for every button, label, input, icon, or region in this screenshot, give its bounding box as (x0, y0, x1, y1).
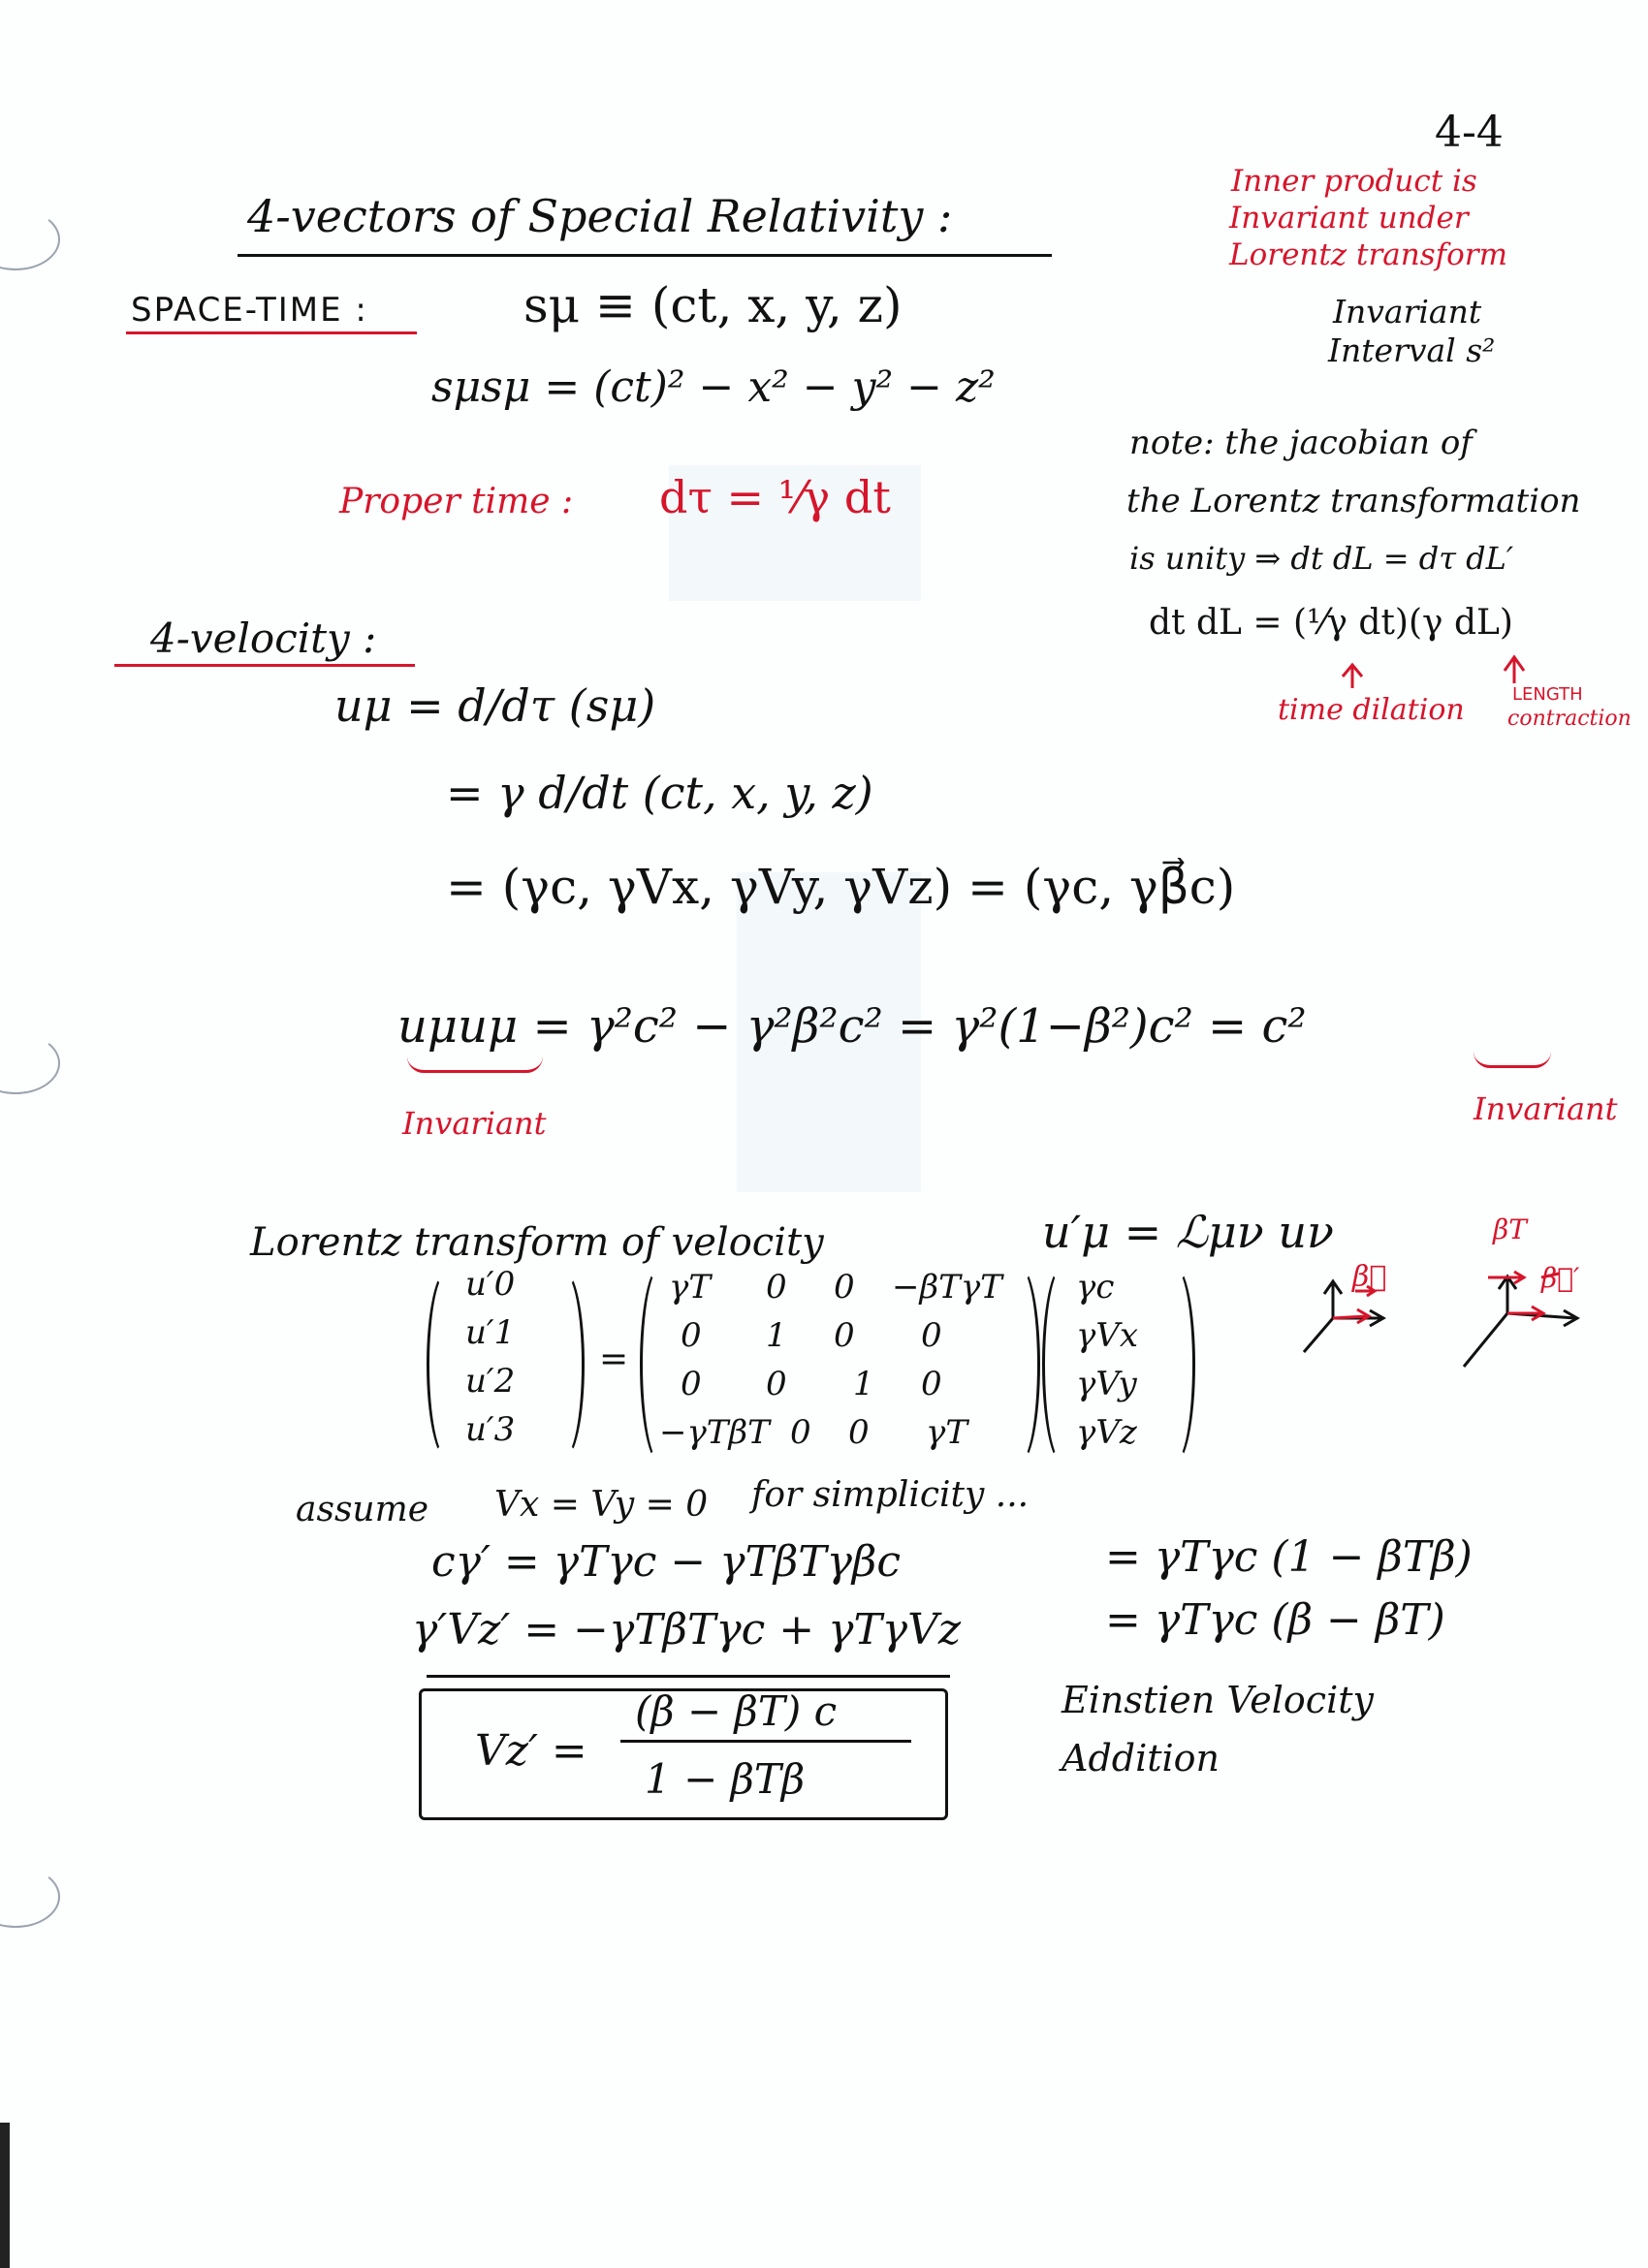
jacobian-note-1: note: the jacobian of (1129, 424, 1473, 462)
length-label: LENGTH (1512, 684, 1583, 705)
matrix-cell: 1 (853, 1365, 874, 1403)
jacobian-note-3: is unity ⇒ dt dL = dτ dL′ (1129, 540, 1514, 577)
lhs-entry: u′3 (465, 1410, 516, 1449)
rhs-entry: γVy (1076, 1365, 1137, 1403)
result-lhs: Vz′ = (475, 1726, 587, 1776)
note-inner-product-1: Inner product is (1231, 164, 1477, 199)
result-box-top (427, 1675, 950, 1678)
matrix-cell: 0 (681, 1316, 702, 1355)
matrix-cell: γT (926, 1413, 967, 1452)
jacobian-note-2: the Lorentz transformation (1126, 482, 1581, 520)
beta-label: β⃗ (1352, 1260, 1387, 1294)
velocity-line-1: uμ = d/dτ (sμ) (334, 679, 656, 732)
beta-t-label: βT (1493, 1213, 1527, 1245)
page-title: 4-vectors of Special Relativity : (247, 190, 953, 242)
matrix-cell: 0 (834, 1316, 855, 1355)
velocity-line-2: = γ d/dt (ct, x, y, z) (446, 767, 873, 819)
matrix-equals: = (599, 1339, 629, 1379)
page-number: 4-4 (1435, 108, 1504, 157)
rhs-entry: γVz (1076, 1413, 1137, 1452)
contraction-label: contraction (1507, 707, 1632, 731)
result-name-2: Addition (1062, 1737, 1220, 1780)
time-dilation-label: time dilation (1278, 693, 1465, 727)
assume-note: for simplicity ... (751, 1475, 1030, 1515)
assume-equation: Vx = Vy = 0 (494, 1485, 709, 1525)
velocity-line-3: = (γc, γVx, γVy, γVz) = (γc, γβ⃗c) (446, 859, 1236, 915)
matrix-cell: 1 (766, 1316, 787, 1355)
derivation-row-1-right: = γTγc (1 − βTβ) (1105, 1532, 1473, 1582)
beta-prime-label: β⃗′ (1541, 1262, 1580, 1294)
spacetime-definition: sμ ≡ (ct, x, y, z) (523, 277, 903, 333)
matrix-cell: 0 (921, 1316, 942, 1355)
matrix-cell: 0 (790, 1413, 811, 1452)
four-velocity-label: 4-velocity : (150, 614, 377, 662)
rhs-entry: γc (1076, 1268, 1115, 1307)
matrix-cell: −βTγT (892, 1268, 1002, 1307)
matrix-cell: 0 (834, 1268, 855, 1307)
derivation-row-2-left: γ′Vz′ = −γTβTγc + γTγVz (412, 1605, 962, 1654)
matrix-cell: 0 (848, 1413, 870, 1452)
lorentz-equation: u′μ = ℒμν uν (1042, 1206, 1334, 1258)
lhs-entry: u′0 (465, 1265, 516, 1304)
matrix-cell: 0 (921, 1365, 942, 1403)
fraction-bar (620, 1740, 911, 1743)
result-name-1: Einstien Velocity (1062, 1679, 1374, 1721)
note-invariant-interval-2: Interval s² (1328, 331, 1496, 369)
lorentz-label: Lorentz transform of velocity (250, 1220, 824, 1265)
proper-time-equation: dτ = ¹⁄γ dt (659, 471, 891, 523)
note-invariant-interval-1: Invariant (1333, 293, 1482, 331)
result-denominator: 1 − βTβ (645, 1755, 806, 1803)
rhs-entry: γVx (1076, 1316, 1139, 1355)
proper-time-label: Proper time : (339, 482, 574, 521)
velocity-invariant-equation: uμuμ = γ²c² − γ²β²c² = γ²(1−β²)c² = c² (397, 999, 1307, 1054)
invariant-label-left: Invariant (402, 1105, 547, 1142)
assume-word: assume (296, 1490, 429, 1529)
jacobian-note-4: dt dL = (¹⁄γ dt)(γ dL) (1149, 603, 1513, 643)
matrix-cell: 0 (766, 1268, 787, 1307)
lhs-entry: u′2 (465, 1362, 516, 1401)
derivation-row-2-right: = γTγc (β − βT) (1105, 1595, 1445, 1645)
lhs-entry: u′1 (465, 1313, 516, 1352)
note-inner-product-2: Invariant under (1229, 201, 1469, 236)
derivation-row-1-left: cγ′ = γTγc − γTβTγβc (431, 1537, 901, 1587)
matrix-cell: 0 (766, 1365, 787, 1403)
note-inner-product-3: Lorentz transform (1229, 237, 1508, 272)
matrix-cell: γT (669, 1268, 711, 1307)
result-numerator: (β − βT) c (635, 1687, 838, 1735)
matrix-cell: 0 (681, 1365, 702, 1403)
matrix-cell: −γTβT (659, 1413, 770, 1452)
invariant-label-right: Invariant (1474, 1090, 1618, 1127)
spacetime-label: SPACE-TIME : (131, 291, 368, 330)
spacetime-interval: sμsμ = (ct)² − x² − y² − z² (431, 362, 996, 412)
